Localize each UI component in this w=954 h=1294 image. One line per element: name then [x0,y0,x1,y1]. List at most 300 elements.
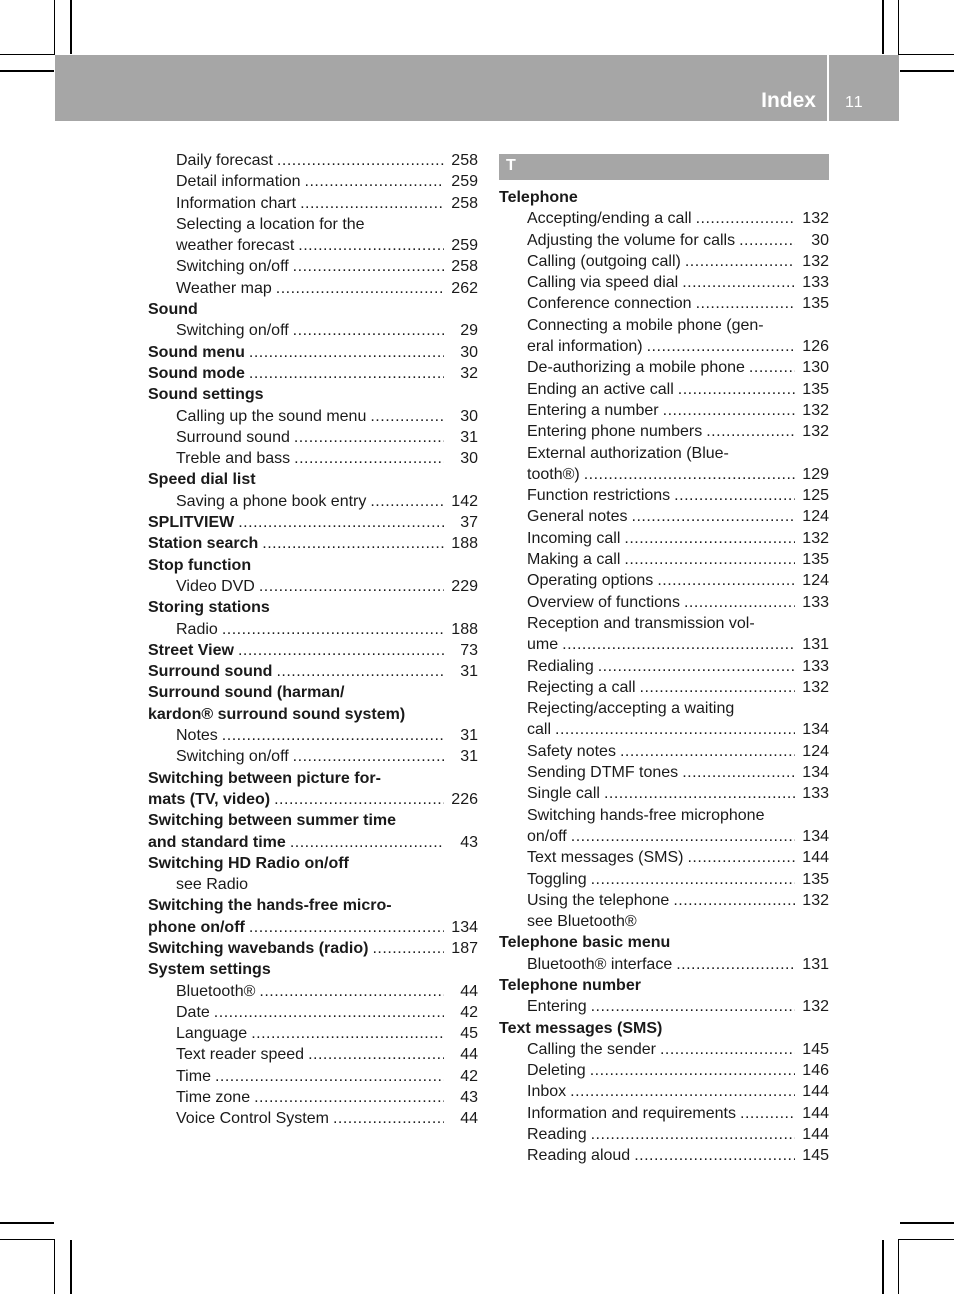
index-heading [148,640,478,661]
page-reference[interactable]: 43 [460,833,478,851]
page-reference[interactable]: 37 [460,514,478,532]
dot-leader [251,1023,444,1044]
entry-text: General notes [527,508,628,526]
entry-text: Rejecting a call [527,678,636,696]
index-subentry [499,911,829,932]
section-letter-bar: T [499,154,829,180]
dot-leader [696,293,795,314]
entry-text: Time zone [176,1089,251,1107]
page-reference[interactable]: 135 [802,380,829,398]
page-reference[interactable]: 131 [802,955,829,973]
entry-text: Information and requirements [527,1104,736,1122]
crop-mark [0,54,55,55]
index-subentry [499,357,829,378]
page-reference[interactable]: 30 [460,450,478,468]
index-subentry [499,208,829,229]
index-subentry [499,400,829,421]
index-subentry [148,981,478,1002]
dot-leader [370,406,444,427]
entry-text: Text messages (SMS) [499,1019,663,1037]
page-reference[interactable]: 125 [802,487,829,505]
dot-leader [591,996,795,1017]
crop-mark [882,1240,884,1294]
page-reference[interactable]: 134 [802,721,829,739]
dot-leader [274,789,444,810]
dot-leader [678,379,795,400]
entry-text: Switching on/off [176,748,289,766]
dot-leader [624,528,795,549]
page-reference[interactable]: 30 [460,407,478,425]
entry-text: mats (TV, video) [148,790,271,808]
entry-text: Reading aloud [527,1147,631,1165]
page-reference[interactable]: 145 [802,1040,829,1058]
dot-leader [290,832,444,853]
page-reference[interactable]: 132 [802,678,829,696]
entry-text: Telephone [499,189,578,206]
page-reference[interactable]: 259 [451,173,478,191]
crop-mark [900,70,954,72]
dot-leader [604,783,795,804]
index-heading [148,853,478,874]
entry-text: Function restrictions [527,487,671,505]
page-reference[interactable]: 130 [802,359,829,377]
dot-leader [249,917,444,938]
entry-text: Detail information [176,173,301,191]
entry-text: Accepting/ending a call [527,210,692,228]
entry-text: Calling up the sound menu [176,407,367,425]
page-title: Index [761,89,816,112]
index-subentry [148,746,478,767]
dot-leader [682,272,795,293]
entry-text: Storing stations [148,599,270,617]
page-reference[interactable]: 44 [460,1046,478,1064]
page-reference[interactable]: 44 [460,1110,478,1128]
entry-text: Surround sound [176,428,290,446]
page-reference[interactable]: 258 [451,152,478,169]
entry-text-line: Connecting a mobile phone (gen- [527,316,764,334]
dot-leader [259,981,444,1002]
dot-leader [674,485,795,506]
entry-text: Sound mode [148,364,245,382]
entry-text: Station search [148,535,259,553]
index-subentry [499,698,829,741]
page-reference[interactable]: 134 [451,918,478,936]
entry-text: Entering a number [527,401,659,419]
index-heading [148,597,478,618]
index-subentry [148,1087,478,1108]
dot-leader [657,570,795,591]
dot-leader [562,634,795,655]
crop-mark [899,1239,954,1240]
entry-text: Deleting [527,1062,586,1080]
index-subentry [499,528,829,549]
entry-text: Sound [148,301,198,319]
dot-leader [640,677,796,698]
crop-mark [70,1240,72,1294]
entry-text: Time [176,1067,211,1085]
index-subentry [148,256,478,277]
page-reference[interactable]: 132 [802,210,829,228]
page-reference[interactable]: 145 [802,1147,829,1165]
entry-text: Making a call [527,551,621,569]
dot-leader [249,342,444,363]
index-subentry [148,214,478,257]
page-reference[interactable]: 258 [451,194,478,212]
entry-text: Switching HD Radio on/off [148,854,349,872]
index-heading [148,938,478,959]
index-heading [148,342,478,363]
dot-leader [249,363,444,384]
page-reference[interactable]: 187 [451,939,478,957]
page-reference[interactable]: 132 [802,401,829,419]
entry-text-line: Switching between picture for- [148,769,381,787]
index-subentry [499,1124,829,1145]
entry-text: Sending DTMF tones [527,764,679,782]
dot-leader [222,619,444,640]
page-reference[interactable]: 31 [460,727,478,745]
entry-text: Sound settings [148,386,264,404]
page-reference[interactable]: 124 [802,572,829,590]
entry-text: Daily forecast [176,152,273,169]
index-subentry [499,272,829,293]
entry-text: call [527,721,552,739]
dot-leader [298,235,444,256]
index-column-right [499,150,829,1167]
dot-leader [749,357,795,378]
header-divider [827,55,829,121]
dot-leader [624,549,795,570]
entry-text: Incoming call [527,529,621,547]
entry-text: Calling (outgoing call) [527,252,681,270]
dot-leader [591,1124,795,1145]
page-reference[interactable]: 144 [802,1104,829,1122]
dot-leader [570,1081,795,1102]
page-reference[interactable]: 258 [451,258,478,276]
entry-text: Video DVD [176,577,255,595]
index-subentry [499,1060,829,1081]
entry-text: Operating options [527,572,654,590]
index-subentry [499,762,829,783]
entry-text: eral information) [527,338,643,356]
page-reference[interactable]: 132 [802,891,829,909]
crop-mark [0,70,54,72]
dot-leader [293,746,444,767]
entry-text: Reading [527,1126,587,1144]
entry-text: Saving a phone book entry [176,492,367,510]
index-subentry [499,315,829,358]
page-reference[interactable]: 132 [802,423,829,441]
dot-leader [276,661,444,682]
dot-leader [591,869,795,890]
entry-text-line: External authorization (Blue- [527,444,729,462]
entry-text: Telephone basic menu [499,934,671,952]
entry-text: see Bluetooth® [527,913,637,931]
page-reference[interactable]: 134 [802,827,829,845]
entry-text: Entering [527,998,587,1016]
index-subentry [148,619,478,640]
dot-leader [222,725,444,746]
entry-text: Single call [527,785,600,803]
index-heading [148,512,478,533]
index-subentry [499,996,829,1017]
page-reference[interactable]: 43 [460,1089,478,1107]
page-reference[interactable]: 131 [802,636,829,654]
index-subentry [499,656,829,677]
dot-leader [632,506,795,527]
entry-text: Inbox [527,1083,567,1101]
dot-leader [238,512,444,533]
dot-leader [584,464,795,485]
dot-leader [682,762,795,783]
entry-text: phone on/off [148,918,245,936]
entry-text: Radio [176,620,218,638]
index-subentry [148,193,478,214]
page-reference[interactable]: 124 [802,742,829,760]
dot-leader [254,1087,444,1108]
dot-leader [555,719,795,740]
index-subentry [499,549,829,570]
entry-text: System settings [148,961,271,979]
dot-leader [294,427,444,448]
dot-leader [740,1103,795,1124]
dot-leader [333,1108,444,1129]
index-subentry [499,847,829,868]
crop-mark [70,0,72,54]
entry-text: Adjusting the volume for calls [527,231,736,249]
entry-text: on/off [527,827,567,845]
page-reference[interactable]: 259 [451,237,478,255]
index-subentry [499,1081,829,1102]
entry-text: Bluetooth® [176,982,256,1000]
index-subentry [499,1103,829,1124]
dot-leader [293,320,444,341]
dot-leader [634,1145,795,1166]
index-subentry [148,278,478,299]
page-reference[interactable]: 29 [460,322,478,340]
page-reference[interactable]: 132 [802,998,829,1016]
dot-leader [598,656,795,677]
index-subentry [148,448,478,469]
page-reference[interactable]: 188 [451,620,478,638]
dot-leader [739,230,795,251]
entry-text: Ending an active call [527,380,674,398]
page-reference[interactable]: 73 [460,641,478,659]
crop-mark [54,1239,55,1294]
page-reference[interactable]: 45 [460,1025,478,1043]
entry-text: and standard time [148,833,286,851]
dot-leader [293,256,444,277]
index-subentry [499,869,829,890]
entry-text: tooth®) [527,465,580,483]
index-subentry [499,890,829,911]
crop-mark [54,0,55,55]
page-reference[interactable]: 229 [451,577,478,595]
page-number: 11 [845,94,864,111]
entry-text: Conference connection [527,295,692,313]
crop-mark [882,0,884,54]
page-reference[interactable]: 135 [802,295,829,313]
index-subentry [499,592,829,613]
index-subentry [499,1039,829,1060]
entry-text: Information chart [176,194,297,212]
entry-text: Voice Control System [176,1110,329,1128]
page-reference[interactable]: 133 [802,785,829,803]
entry-text: Switching on/off [176,258,289,276]
page-reference[interactable]: 142 [451,492,478,510]
dot-leader [277,150,444,171]
page-reference[interactable]: 129 [802,465,829,483]
page-reference[interactable]: 134 [802,764,829,782]
index-heading [148,959,478,980]
page-reference[interactable]: 31 [460,428,478,446]
entry-text-line: Surround sound (harman/ [148,684,345,702]
page-reference[interactable]: 144 [802,849,829,867]
index-heading [499,1018,829,1039]
index-subentry [499,613,829,656]
dot-leader [685,251,795,272]
index-subentry [148,1002,478,1023]
page-reference[interactable]: 30 [460,343,478,361]
dot-leader [663,400,795,421]
entry-text: weather forecast [176,237,295,255]
crop-mark [900,1222,954,1224]
entry-text: Calling the sender [527,1040,656,1058]
entry-text: Calling via speed dial [527,274,679,292]
index-subentry [499,421,829,442]
index-subentry [148,150,478,171]
entry-text: Sound menu [148,343,245,361]
dot-leader [706,421,795,442]
index-subentry [499,443,829,486]
index-heading [148,299,478,320]
index-subentry [148,171,478,192]
page-reference[interactable]: 133 [802,593,829,611]
index-heading [499,975,829,996]
dot-leader [294,448,444,469]
index-heading [148,555,478,576]
entry-text: see Radio [176,876,249,894]
page-reference[interactable]: 132 [802,252,829,270]
entry-text: Text messages (SMS) [527,849,684,867]
dot-leader [259,576,444,597]
page-reference[interactable]: 32 [460,364,478,382]
page-reference[interactable]: 135 [802,551,829,569]
page-reference[interactable]: 132 [802,529,829,547]
page-reference[interactable]: 144 [802,1126,829,1144]
entry-text: Text reader speed [176,1046,305,1064]
page-reference[interactable]: 146 [802,1062,829,1080]
index-subentry [499,570,829,591]
index-subentry [148,427,478,448]
entry-text: Street View [148,641,234,659]
entry-text-line: Rejecting/accepting a waiting [527,700,735,718]
index-subentry [148,1108,478,1129]
page-reference[interactable]: 126 [802,338,829,356]
entry-text: Entering phone numbers [527,423,703,441]
entry-text-line: Selecting a location for the [176,215,365,233]
crop-mark [898,0,899,55]
page-reference[interactable]: 262 [451,279,478,297]
entry-text: De-authorizing a mobile phone [527,359,745,377]
index-heading [148,810,478,853]
index-list-right [499,187,829,1167]
index-subentry [148,874,478,895]
crop-mark [0,1222,54,1224]
index-subentry [499,485,829,506]
index-heading [148,895,478,938]
page-reference[interactable]: 135 [802,870,829,888]
index-subentry [148,406,478,427]
entry-text: Speed dial list [148,471,256,489]
dot-leader [660,1039,795,1060]
dot-leader [276,278,444,299]
page-reference[interactable]: 226 [451,790,478,808]
entry-text: Telephone number [499,976,641,994]
index-heading [148,682,478,725]
index-subentry [499,805,829,848]
page-reference[interactable]: 124 [802,508,829,526]
page-reference[interactable]: 31 [460,663,478,681]
dot-leader [238,640,444,661]
page-reference[interactable]: 188 [451,535,478,553]
page-reference[interactable]: 144 [802,1083,829,1101]
dot-leader [262,533,444,554]
entry-text: Switching wavebands (radio) [148,939,369,957]
index-subentry [148,1023,478,1044]
dot-leader [590,1060,795,1081]
index-subentry [499,230,829,251]
dot-leader [214,1002,444,1023]
index-heading [148,469,478,490]
dot-leader [300,193,444,214]
entry-text-line: Switching the hands-free micro- [148,897,392,915]
index-heading [148,533,478,554]
index-subentry [499,677,829,698]
entry-text: Switching on/off [176,322,289,340]
index-heading [148,384,478,405]
entry-text-line: Switching hands-free microphone [527,806,765,824]
entry-text: Weather map [176,279,272,297]
index-subentry [148,576,478,597]
index-subentry [148,725,478,746]
page-reference[interactable]: 42 [460,1067,478,1085]
page-reference[interactable]: 133 [802,274,829,292]
index-heading [148,661,478,682]
entry-text: kardon® surround sound system) [148,705,406,723]
index-subentry [499,251,829,272]
crop-mark [898,1239,899,1294]
dot-leader [215,1066,444,1087]
dot-leader [687,847,795,868]
page-reference[interactable]: 42 [460,1003,478,1021]
dot-leader [571,826,795,847]
page-reference[interactable]: 31 [460,748,478,766]
entry-text: Notes [176,727,218,745]
crop-mark [899,54,954,55]
entry-text: Overview of functions [527,593,680,611]
dot-leader [696,208,795,229]
page-reference[interactable]: 44 [460,982,478,1000]
page-reference[interactable]: 30 [811,231,829,249]
dot-leader [647,336,795,357]
entry-text: Language [176,1025,248,1043]
index-heading [148,363,478,384]
index-subentry [148,320,478,341]
entry-text: Safety notes [527,742,616,760]
dot-leader [620,741,795,762]
page-reference[interactable]: 133 [802,657,829,675]
entry-text-line: Switching between summer time [148,812,397,830]
